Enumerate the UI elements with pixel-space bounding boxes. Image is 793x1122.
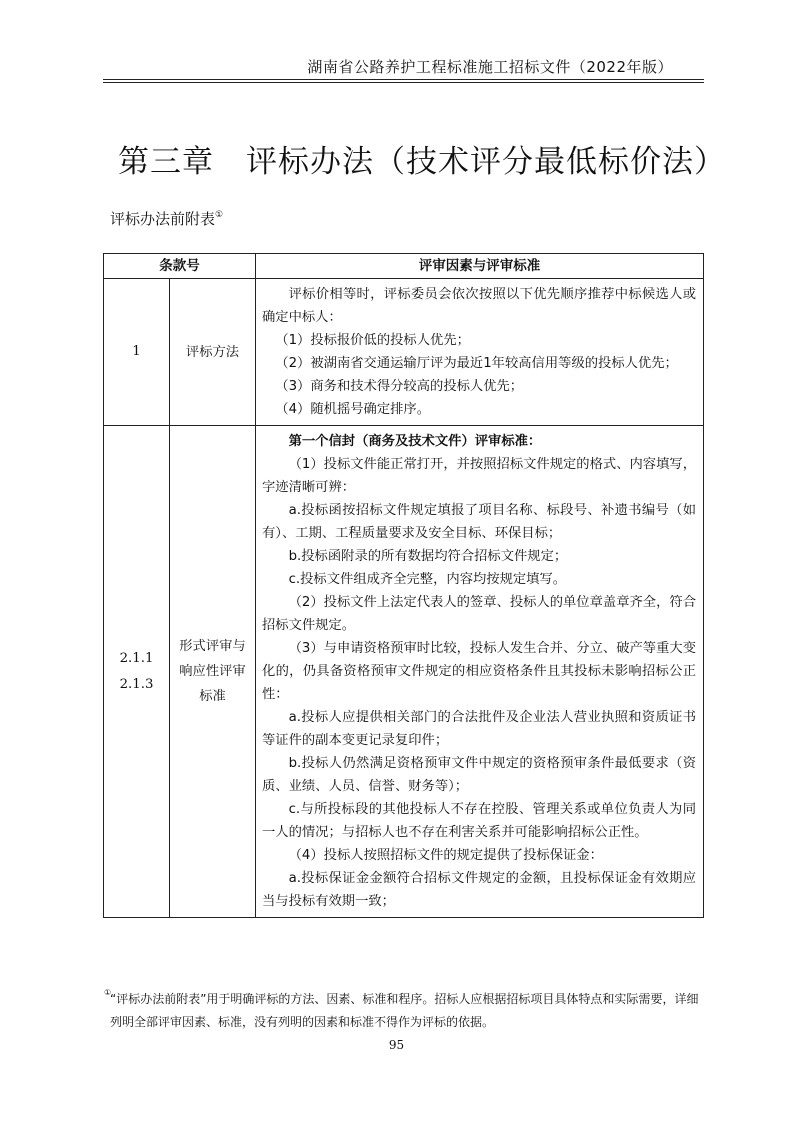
criteria-line: （4）投标人按照招标文件的规定提供了投标保证金：	[288, 848, 603, 863]
clause-name	[170, 426, 256, 918]
criteria-line: a.投标保证金金额符合招标文件规定的金额，且投标保证金有效期应当与投标有效期一致；	[262, 871, 696, 909]
clause-header: 条款号	[104, 254, 256, 279]
footnote: “评标办法前附表”用于明确评标的方法、因素、标准和程序。招标人应根据招标项目具体特点和实际需要，详细列明全部评审因素、标准，没有列明的因素和标准不得作为评标的依据。	[110, 992, 699, 1029]
criteria-line: b.投标人仍然满足资格预审文件中规定的资格预审条件最低要求（资质、业绩、人员、信誉、财务等）；	[262, 756, 696, 794]
criteria-line: （2）被湖南省交通运输厅评为最近1年较高信用等级的投标人优先；	[275, 356, 678, 371]
criteria-line: （1）投标报价低的投标人优先；	[275, 333, 470, 348]
chapter-title: 第三章 评标办法（技术评分最低标价法）	[118, 144, 726, 180]
criteria-line: （4）随机摇号确定排序。	[275, 402, 431, 417]
clause-number-text: 1	[132, 344, 141, 359]
clause-number-text: 2.1.3	[119, 676, 154, 692]
clause-name-text: 标准	[199, 689, 226, 704]
footnote-mark: ①	[104, 988, 112, 997]
criteria-header: 评审因素与评审标准	[256, 254, 704, 279]
table-row	[104, 279, 704, 426]
clause-number	[104, 426, 170, 918]
criteria-line: a.投标函按招标文件规定填报了项目名称、标段号、补遗书编号（如有）、工期、工程质量要求及安全目标、环保目标；	[262, 503, 696, 541]
criteria-cell	[256, 426, 704, 918]
criteria-line: （3）与申请资格预审时比较，投标人发生合并、分立、破产等重大变化的，仍具备资格预审文件规定的相应资格条件且其投标未影响招标公正性：	[262, 641, 696, 702]
table-caption-text: 评标办法前附表	[110, 210, 216, 228]
criteria-line: b.投标函附录的所有数据均符合招标文件规定；	[288, 549, 568, 564]
clause-number-text: 2.1.1	[119, 650, 154, 666]
criteria-heading: 第一个信封（商务及技术文件）评审标准：	[288, 434, 542, 449]
criteria-line: （2）投标文件上法定代表人的签章、投标人的单位章盖章齐全，符合招标文件规定。	[262, 595, 696, 633]
footnote-ref[interactable]: ①	[215, 210, 224, 220]
criteria-line: c.投标文件组成齐全完整，内容均按规定填写。	[288, 572, 567, 587]
clause-number	[104, 279, 170, 426]
table-row	[104, 426, 704, 918]
criteria-line: （3）商务和技术得分较高的投标人优先；	[275, 379, 524, 394]
criteria-line: c.与所投标段的其他投标人不存在控股、管理关系或单位负责人为同一人的情况；与招标人也不存在利害关系并可能影响招标公正性。	[262, 802, 696, 840]
clause-name-text: 响应性评审	[179, 664, 246, 679]
header-rule-thin	[103, 82, 704, 83]
criteria-line: a.投标人应提供相关部门的合法批件及企业法人营业执照和资质证书等证件的副本变更记录复印件；	[262, 710, 696, 748]
page-number: 95	[388, 1038, 405, 1052]
criteria-line: 评标价相等时，评标委员会依次按照以下优先顺序推荐中标候选人或确定中标人：	[262, 287, 696, 325]
evaluation-table	[103, 253, 704, 918]
header-rule	[103, 79, 704, 80]
clause-name-text: 形式评审与	[179, 639, 246, 654]
running-header: 湖南省公路养护工程标准施工招标文件（2022年版）	[307, 58, 673, 76]
criteria-cell	[256, 279, 704, 426]
clause-name	[170, 279, 256, 426]
table-caption	[110, 208, 223, 229]
criteria-line: （1）投标文件能正常打开，并按照招标文件规定的格式、内容填写，字迹清晰可辨：	[262, 457, 696, 495]
clause-name-text: 评标方法	[185, 344, 240, 360]
table-header-row	[104, 254, 704, 279]
